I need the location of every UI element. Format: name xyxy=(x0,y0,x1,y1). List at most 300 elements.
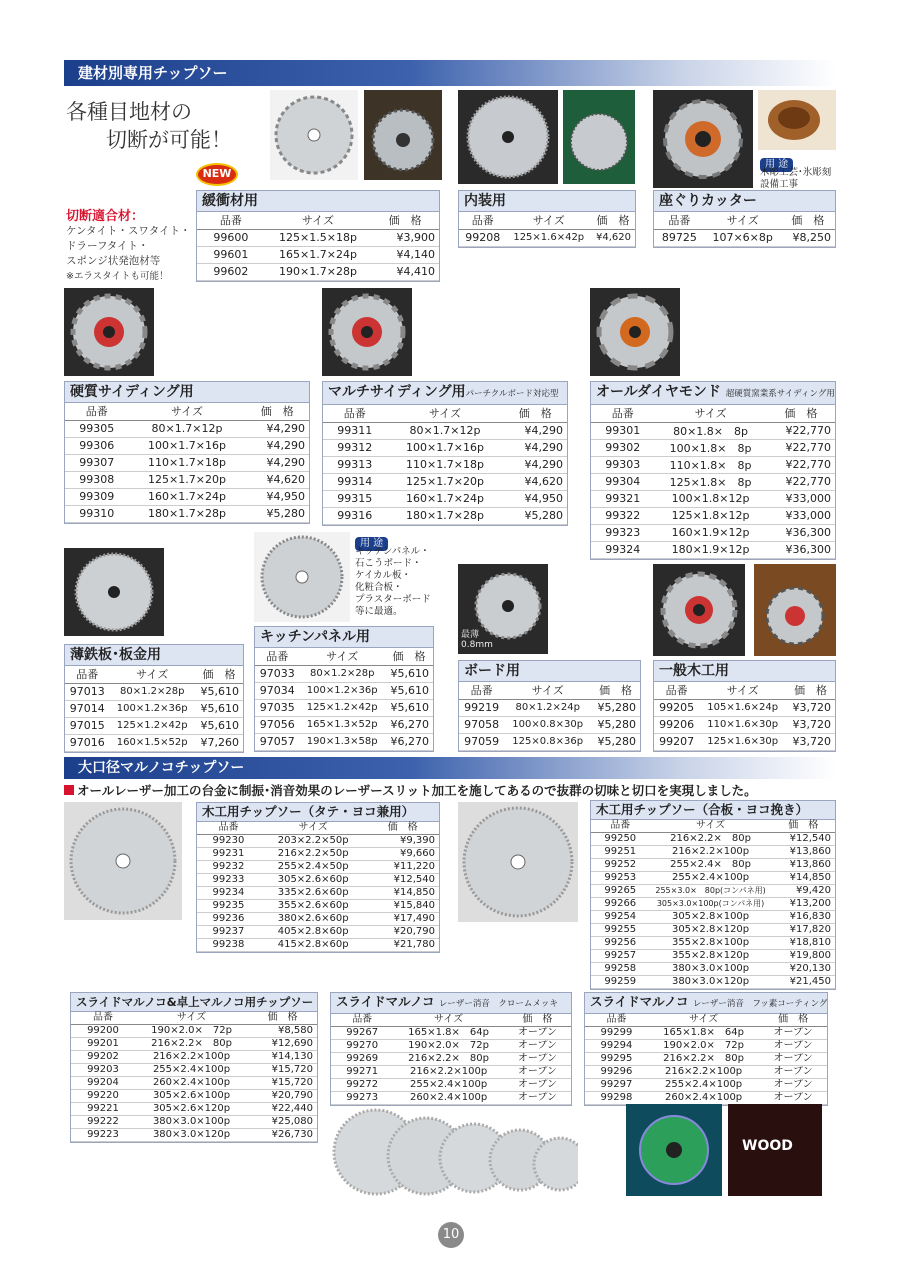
col-header-code: 品番 xyxy=(197,212,265,229)
table-row xyxy=(591,937,835,950)
table-row xyxy=(591,911,835,924)
cell-code: 99273 xyxy=(331,1092,393,1105)
cell-price: ¥17,490 xyxy=(366,913,439,926)
cell-code: 97058 xyxy=(459,716,504,733)
col-header-size: サイズ xyxy=(393,1014,503,1027)
cell-size: 190×1.3×58p xyxy=(300,733,385,750)
cell-code: 99272 xyxy=(331,1079,393,1092)
table-row xyxy=(71,1051,317,1064)
cell-price: ¥4,290 xyxy=(504,439,567,456)
table-title-main: マルチサイディング用 xyxy=(328,384,466,400)
cell-price: ¥33,000 xyxy=(767,490,835,507)
table-row xyxy=(197,939,439,952)
table-row xyxy=(654,733,835,750)
table-title-sub: 超硬質窯業系サイディング用 xyxy=(725,389,835,399)
col-header-code: 品番 xyxy=(585,1014,648,1027)
cell-code: 99237 xyxy=(197,926,260,939)
cell-size: 125×0.8×36p xyxy=(504,733,591,750)
col-header-size: サイズ xyxy=(507,212,591,229)
table-row xyxy=(197,263,439,280)
table-row xyxy=(197,926,439,939)
table-title xyxy=(591,382,835,405)
cell-code: 99265 xyxy=(591,885,650,898)
cell-price: ¥18,810 xyxy=(772,937,835,950)
table-naisou xyxy=(458,190,636,248)
table-row xyxy=(331,1092,571,1105)
table-row xyxy=(197,874,439,887)
cell-code: 99299 xyxy=(585,1027,648,1040)
cell-code: 99270 xyxy=(331,1040,393,1053)
table-title: スライドマルノコ&卓上マルノコ用チップソー xyxy=(71,993,317,1012)
table-row xyxy=(197,861,439,874)
cell-size: 180×1.9×12p xyxy=(654,541,766,558)
cell-price: ¥20,790 xyxy=(248,1090,317,1103)
table-title: 硬質サイディング用 xyxy=(65,382,309,403)
thin-note xyxy=(461,630,493,650)
cell-code: 99233 xyxy=(197,874,260,887)
cell-size: 110×1.7×18p xyxy=(386,456,503,473)
wood-bowl-icon xyxy=(758,90,836,150)
cell-code: 97057 xyxy=(255,733,300,750)
material-line: スポンジ状発泡材等 xyxy=(66,255,161,267)
thin-note-line: 最薄 xyxy=(461,630,480,640)
cell-size: 190×2.0× 72p xyxy=(135,1025,248,1038)
cell-size: 216×2.2×50p xyxy=(260,848,366,861)
col-header-price: 価 格 xyxy=(591,682,640,699)
usage-line: 木彫工芸･氷彫刻 xyxy=(760,167,832,178)
cell-code: 97016 xyxy=(65,734,110,751)
table-zaguri xyxy=(653,190,836,248)
usage-line: キッチンパネル・ xyxy=(355,546,430,557)
cell-code: 99202 xyxy=(71,1051,135,1064)
cell-code: 99324 xyxy=(591,541,654,558)
cell-code: 99258 xyxy=(591,963,650,976)
cell-size: 125×1.6×30p xyxy=(699,733,786,750)
package-photo-naisou xyxy=(563,90,635,184)
cell-price: ¥36,300 xyxy=(767,541,835,558)
table-row xyxy=(65,700,243,717)
cell-size: 190×2.0× 72p xyxy=(648,1040,759,1053)
table-row xyxy=(197,246,439,263)
usage-note-2 xyxy=(355,546,431,618)
cell-code: 99232 xyxy=(197,861,260,874)
cell-size: 260×2.4×100p xyxy=(393,1092,503,1105)
cell-code: 99323 xyxy=(591,524,654,541)
cell-code: 99251 xyxy=(591,846,650,859)
cell-price: ¥22,440 xyxy=(248,1103,317,1116)
cell-code: 99252 xyxy=(591,859,650,872)
table-title xyxy=(585,993,827,1014)
blade-photo-zaguri xyxy=(653,90,753,188)
table-title: 内装用 xyxy=(459,191,635,212)
cell-code: 99223 xyxy=(71,1129,135,1142)
cell-size: 125×1.7×20p xyxy=(386,473,503,490)
cell-price: ¥3,720 xyxy=(786,716,835,733)
cell-code: 99310 xyxy=(65,505,128,522)
table-row xyxy=(65,454,309,471)
blade-lineup-icon xyxy=(330,1104,578,1198)
table-row xyxy=(323,439,567,456)
table-row xyxy=(585,1066,827,1079)
cell-code: 99311 xyxy=(323,422,386,439)
cell-code: 99314 xyxy=(323,473,386,490)
table-multi xyxy=(322,381,568,526)
new-badge: NEW xyxy=(196,163,238,186)
table-title: 緩衝材用 xyxy=(197,191,439,212)
table-row xyxy=(65,683,243,700)
col-header-size: サイズ xyxy=(128,403,245,420)
cell-size: 355×2.6×60p xyxy=(260,900,366,913)
cell-price: ¥4,620 xyxy=(504,473,567,490)
cell-code: 99321 xyxy=(591,490,654,507)
wood-label: WOOD xyxy=(742,1138,793,1154)
table-title-sub: パーチクルボード対応型 xyxy=(465,389,559,399)
cell-code: 99230 xyxy=(197,835,260,848)
cell-price: ¥4,290 xyxy=(504,422,567,439)
cell-price: ¥4,620 xyxy=(591,229,635,246)
blade-icon xyxy=(653,90,753,188)
blade-photo-multi xyxy=(322,288,412,376)
cell-price: ¥5,610 xyxy=(195,700,243,717)
table-row xyxy=(459,229,635,246)
cell-size: 216×2.2×100p xyxy=(135,1051,248,1064)
table-row xyxy=(654,716,835,733)
usage-line: 設備工事 xyxy=(760,179,799,190)
cell-price: ¥21,450 xyxy=(772,976,835,989)
cell-size: 380×3.0×100p xyxy=(135,1116,248,1129)
blade-icon xyxy=(626,1104,722,1196)
cell-price: ¥5,280 xyxy=(504,507,567,524)
table-row xyxy=(323,422,567,439)
cell-size: 255×2.4×100p xyxy=(648,1079,759,1092)
cell-code: 99208 xyxy=(459,229,507,246)
cell-price: オープン xyxy=(759,1079,827,1092)
cell-code: 99266 xyxy=(591,898,650,911)
cell-size: 100×1.2×36p xyxy=(110,700,195,717)
cell-size: 305×2.8×120p xyxy=(650,924,772,937)
cell-size: 110×1.8× 8p xyxy=(654,456,766,473)
cell-code: 99303 xyxy=(591,456,654,473)
cell-price: ¥20,130 xyxy=(772,963,835,976)
blade-photo-goban xyxy=(458,802,578,922)
cell-code: 99256 xyxy=(591,937,650,950)
cell-size: 190×1.7×28p xyxy=(265,263,371,280)
table-row xyxy=(323,473,567,490)
table-row xyxy=(585,1040,827,1053)
cell-price: ¥5,610 xyxy=(195,717,243,734)
cell-price: ¥4,620 xyxy=(246,471,309,488)
table-title: 木工用チップソー（合板・ヨコ挽き） xyxy=(591,801,835,820)
table-row xyxy=(585,1092,827,1105)
cell-size: 260×2.4×100p xyxy=(648,1092,759,1105)
cell-size: 80×1.8× 8p xyxy=(654,422,766,439)
col-header-size: サイズ xyxy=(699,682,786,699)
cell-code: 99601 xyxy=(197,246,265,263)
red-square-icon xyxy=(64,785,74,795)
cell-code: 99602 xyxy=(197,263,265,280)
cell-price: ¥14,850 xyxy=(366,887,439,900)
cell-code: 99322 xyxy=(591,507,654,524)
cell-price: ¥22,770 xyxy=(767,422,835,439)
cell-size: 160×1.5×52p xyxy=(110,734,195,751)
table-row xyxy=(331,1027,571,1040)
table-row xyxy=(585,1079,827,1092)
col-header-size: サイズ xyxy=(654,405,766,422)
cell-code: 99309 xyxy=(65,488,128,505)
cell-size: 380×3.0×120p xyxy=(135,1129,248,1142)
table-row xyxy=(591,859,835,872)
col-header-size: サイズ xyxy=(386,405,503,422)
table-row xyxy=(65,505,309,522)
cell-size: 160×1.7×24p xyxy=(128,488,245,505)
cell-code: 97034 xyxy=(255,682,300,699)
cell-price: ¥5,280 xyxy=(246,505,309,522)
cell-size: 203×2.2×50p xyxy=(260,835,366,848)
table-row xyxy=(197,229,439,246)
table-title-main: オールダイヤモンド xyxy=(596,384,721,400)
table-row xyxy=(591,456,835,473)
table-row xyxy=(591,963,835,976)
cell-code: 99254 xyxy=(591,911,650,924)
cell-code: 99200 xyxy=(71,1025,135,1038)
cell-price: ¥19,800 xyxy=(772,950,835,963)
cell-price: ¥3,720 xyxy=(786,699,835,716)
col-header-size: サイズ xyxy=(300,648,385,665)
headline-line2: 切断が可能！ xyxy=(106,128,232,152)
cell-size: 216×2.2× 80p xyxy=(135,1038,248,1051)
usage-line: 化粧合板・ xyxy=(355,582,403,593)
photo-wood-carving xyxy=(758,90,836,150)
materials-title: 切断適合材： xyxy=(66,209,145,224)
table-mokkou-tateyoko xyxy=(196,802,440,953)
cell-code: 89725 xyxy=(654,229,705,246)
col-header-size: サイズ xyxy=(260,822,366,835)
table-slide-chrome xyxy=(330,992,572,1106)
cell-size: 125×1.2×42p xyxy=(300,699,385,716)
table-row xyxy=(323,456,567,473)
table-row xyxy=(591,439,835,456)
table-title-main: スライドマルノコ xyxy=(336,994,435,1009)
cell-size: 415×2.8×60p xyxy=(260,939,366,952)
col-header-price: 価 格 xyxy=(759,1014,827,1027)
table-row xyxy=(197,848,439,861)
cell-size: 260×2.4×100p xyxy=(135,1077,248,1090)
cell-size: 305×2.6×120p xyxy=(135,1103,248,1116)
usage-line: 石こうボード・ xyxy=(355,558,422,569)
col-header-code: 品番 xyxy=(654,212,705,229)
cell-price: ¥14,130 xyxy=(248,1051,317,1064)
cell-size: 125×1.8×12p xyxy=(654,507,766,524)
table-row xyxy=(654,229,835,246)
col-header-code: 品番 xyxy=(459,212,507,229)
table-row xyxy=(255,665,433,682)
cell-price: ¥12,540 xyxy=(772,833,835,846)
blade-icon xyxy=(590,288,680,376)
cell-price: ¥9,390 xyxy=(366,835,439,848)
cell-size: 107×6×8p xyxy=(705,229,781,246)
table-row xyxy=(255,716,433,733)
cell-price: ¥5,280 xyxy=(591,733,640,750)
cell-code: 99220 xyxy=(71,1090,135,1103)
col-header-price: 価 格 xyxy=(246,403,309,420)
cell-size: 305×3.0×100p(コンパネ用) xyxy=(650,898,772,911)
table-row xyxy=(331,1066,571,1079)
table-row xyxy=(71,1038,317,1051)
blade-photo-kanshou xyxy=(270,90,358,180)
cell-size: 216×2.2× 80p xyxy=(648,1053,759,1066)
cell-size: 255×2.4×100p xyxy=(135,1064,248,1077)
table-row xyxy=(255,682,433,699)
cell-code: 99269 xyxy=(331,1053,393,1066)
cell-code: 99236 xyxy=(197,913,260,926)
cell-size: 355×2.8×100p xyxy=(650,937,772,950)
usage-line: プラスターボード xyxy=(355,594,431,605)
table-row xyxy=(591,490,835,507)
cell-price: オープン xyxy=(759,1066,827,1079)
cell-size: 125×1.8× 8p xyxy=(654,473,766,490)
cell-size: 305×2.6×100p xyxy=(135,1090,248,1103)
cell-code: 99298 xyxy=(585,1092,648,1105)
table-row xyxy=(71,1116,317,1129)
package-photo-green xyxy=(626,1104,722,1196)
table-row xyxy=(591,885,835,898)
cell-code: 99301 xyxy=(591,422,654,439)
section-banner-kenzai xyxy=(64,60,836,86)
table-row xyxy=(71,1025,317,1038)
cell-size: 380×3.0×120p xyxy=(650,976,772,989)
table-kousitsu xyxy=(64,381,310,524)
cell-price: ¥15,720 xyxy=(248,1077,317,1090)
table-row xyxy=(65,420,309,437)
cell-code: 99201 xyxy=(71,1038,135,1051)
table-slide-fusso xyxy=(584,992,828,1106)
table-row xyxy=(459,733,640,750)
cell-code: 97035 xyxy=(255,699,300,716)
cell-price: オープン xyxy=(759,1053,827,1066)
cell-size: 125×1.2×42p xyxy=(110,717,195,734)
cell-price: オープン xyxy=(759,1092,827,1105)
col-header-price: 価 格 xyxy=(366,822,439,835)
table-title-sub: レーザー消音 クロームメッキ xyxy=(438,999,558,1009)
cell-code: 99257 xyxy=(591,950,650,963)
table-row xyxy=(71,1129,317,1142)
table-row xyxy=(71,1090,317,1103)
cell-size: 105×1.6×24p xyxy=(699,699,786,716)
col-header-size: サイズ xyxy=(650,820,772,833)
blade-photo-board xyxy=(458,564,548,654)
table-row xyxy=(197,887,439,900)
cell-price: オープン xyxy=(504,1053,571,1066)
cell-code: 99238 xyxy=(197,939,260,952)
blade-icon xyxy=(653,564,745,656)
cell-code: 99203 xyxy=(71,1064,135,1077)
cell-code: 99219 xyxy=(459,699,504,716)
cell-code: 97014 xyxy=(65,700,110,717)
table-row xyxy=(323,507,567,524)
table-title: ボード用 xyxy=(459,661,640,682)
table-row xyxy=(331,1040,571,1053)
cell-size: 165×1.8× 64p xyxy=(648,1027,759,1040)
package-photo-ippan xyxy=(754,564,836,656)
cell-price: ¥36,300 xyxy=(767,524,835,541)
cell-price: ¥12,690 xyxy=(248,1038,317,1051)
table-kitchen xyxy=(254,626,434,752)
cell-price: ¥3,900 xyxy=(371,229,439,246)
cell-size: 355×2.8×120p xyxy=(650,950,772,963)
cell-size: 80×1.7×12p xyxy=(128,420,245,437)
cell-size: 255×2.4×100p xyxy=(393,1079,503,1092)
cell-size: 160×1.7×24p xyxy=(386,490,503,507)
cell-code: 99294 xyxy=(585,1040,648,1053)
cell-price: オープン xyxy=(504,1027,571,1040)
table-usuteppan xyxy=(64,644,244,753)
col-header-code: 品番 xyxy=(65,403,128,420)
cell-size: 125×1.7×20p xyxy=(128,471,245,488)
package-photo-kanshou xyxy=(364,90,442,180)
cell-code: 97033 xyxy=(255,665,300,682)
cell-size: 255×2.4× 80p xyxy=(650,859,772,872)
col-header-code: 品番 xyxy=(65,666,110,683)
cell-code: 99295 xyxy=(585,1053,648,1066)
blade-icon xyxy=(563,90,635,184)
table-row xyxy=(255,699,433,716)
cell-size: 216×2.2×100p xyxy=(650,846,772,859)
table-title xyxy=(331,993,571,1014)
material-line: ケンタイト・スワタイト・ xyxy=(66,225,191,237)
cell-price: ¥4,290 xyxy=(246,420,309,437)
cell-code: 99234 xyxy=(197,887,260,900)
table-row xyxy=(459,699,640,716)
cell-size: 165×1.3×52p xyxy=(300,716,385,733)
blade-icon xyxy=(254,532,350,622)
col-header-price: 価 格 xyxy=(781,212,835,229)
table-row xyxy=(591,846,835,859)
col-header-size: サイズ xyxy=(135,1012,248,1025)
cell-price: ¥5,610 xyxy=(195,683,243,700)
cell-price: オープン xyxy=(504,1092,571,1105)
cell-price: ¥4,410 xyxy=(371,263,439,280)
cell-price: オープン xyxy=(504,1040,571,1053)
cell-code: 99315 xyxy=(323,490,386,507)
cell-price: ¥13,200 xyxy=(772,898,835,911)
table-title xyxy=(323,382,567,405)
cell-size: 255×2.4×100p xyxy=(650,872,772,885)
section-banner-large-diameter xyxy=(64,757,836,779)
blade-icon xyxy=(270,90,358,180)
cell-size: 380×2.6×60p xyxy=(260,913,366,926)
blade-photo-kousitsu xyxy=(64,288,154,376)
cell-code: 99221 xyxy=(71,1103,135,1116)
blade-photo-alldia xyxy=(590,288,680,376)
cell-price: オープン xyxy=(759,1040,827,1053)
col-header-code: 品番 xyxy=(591,405,654,422)
cell-size: 125×1.6×42p xyxy=(507,229,591,246)
table-title-main: スライドマルノコ xyxy=(590,994,689,1009)
cell-price: オープン xyxy=(504,1079,571,1092)
cell-code: 97015 xyxy=(65,717,110,734)
table-row xyxy=(197,900,439,913)
cell-code: 99304 xyxy=(591,473,654,490)
cell-size: 405×2.8×60p xyxy=(260,926,366,939)
cell-code: 99222 xyxy=(71,1116,135,1129)
cell-code: 99250 xyxy=(591,833,650,846)
table-row xyxy=(71,1077,317,1090)
cell-code: 99206 xyxy=(654,716,699,733)
usage-line: ケイカル板・ xyxy=(355,570,412,581)
cell-code: 99302 xyxy=(591,439,654,456)
cell-price: ¥6,270 xyxy=(385,716,433,733)
cell-price: ¥4,290 xyxy=(504,456,567,473)
